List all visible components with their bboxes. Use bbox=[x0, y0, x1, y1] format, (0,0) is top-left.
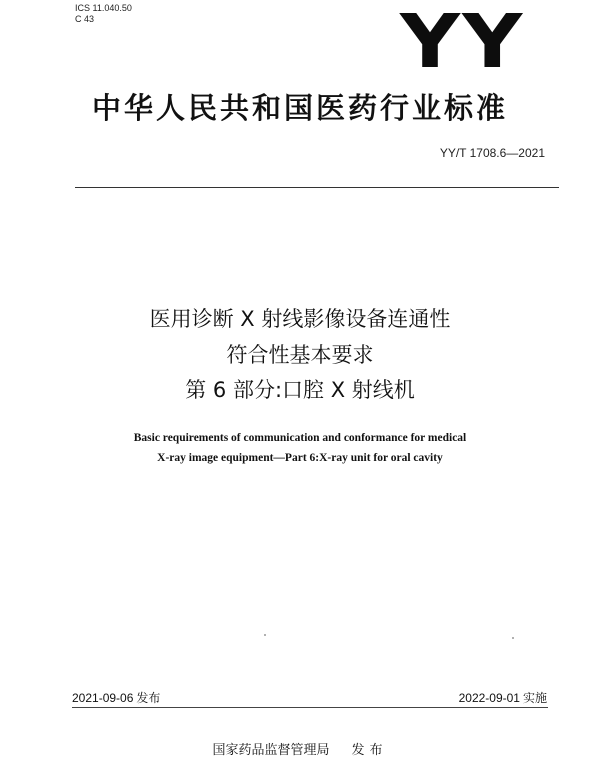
issue-date-block bbox=[72, 689, 160, 706]
implement-date-block bbox=[400, 689, 547, 706]
english-title-line-2: X-ray image equipment—Part 6:X-ray unit for oral cavity bbox=[157, 452, 443, 464]
header-divider bbox=[75, 187, 559, 188]
standard-number: YY/T 1708.6—2021 bbox=[439, 146, 545, 160]
ics-code: ICS 11.040.50 bbox=[75, 3, 132, 13]
yy-logo: YY bbox=[400, 0, 525, 85]
publisher-action: 发布 bbox=[351, 743, 388, 758]
standard-category-title: 中华人民共和国医药行业标准 bbox=[91, 91, 508, 125]
implement-label: 实施 bbox=[522, 691, 547, 705]
chinese-title-line-3: 第 6 部分:口腔 X 射线机 bbox=[185, 378, 415, 402]
publisher-name: 国家药品监督管理局 bbox=[212, 743, 330, 758]
english-title-line-1: Basic requirements of communication and conformance for medical bbox=[133, 432, 467, 444]
classification-codes bbox=[75, 3, 132, 25]
issue-label: 发布 bbox=[136, 691, 161, 705]
footer-divider bbox=[72, 707, 548, 708]
chinese-title-line-1: 医用诊断 X 射线影像设备连通性 bbox=[149, 307, 451, 331]
implement-date: 2022-09-01 bbox=[458, 691, 520, 705]
scan-speck bbox=[512, 637, 514, 639]
ccs-code: C 43 bbox=[75, 14, 95, 24]
chinese-title-line-2: 符合性基本要求 bbox=[226, 343, 374, 367]
publisher-line bbox=[0, 739, 600, 758]
scan-speck bbox=[264, 634, 266, 636]
issue-date: 2021-09-06 bbox=[72, 691, 134, 705]
